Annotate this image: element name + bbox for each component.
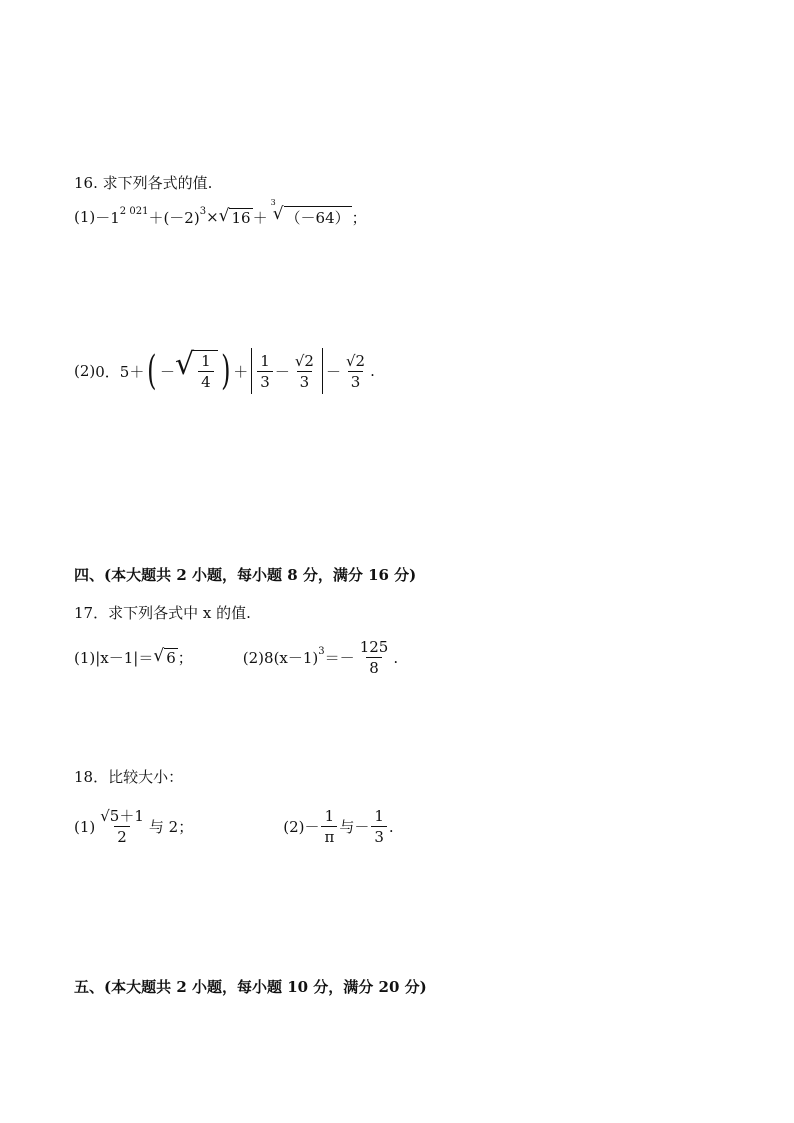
abs-bar-right: [322, 348, 323, 394]
abs-bar-left: [251, 348, 252, 394]
fraction: $\frac{√2}{3}$: [294, 351, 314, 391]
cube-root: 3 √ （－64）: [270, 198, 350, 227]
expr-text: ＋(－2): [148, 208, 200, 227]
fraction: $\frac{√2}{3}$: [345, 351, 366, 391]
part-label: (2): [74, 362, 96, 380]
q16-part1: [74, 198, 367, 228]
exponent: 2 021: [119, 205, 149, 217]
expr-text: －: [304, 818, 320, 836]
expr-text: ＋: [252, 208, 268, 227]
expr-text: ＝－: [324, 649, 355, 667]
square-root: √ 6: [153, 646, 176, 667]
expr-text: －: [274, 362, 290, 381]
square-root: √ 16: [218, 205, 251, 227]
expr-text: |x－1|＝: [95, 649, 154, 667]
expr-text: ×: [206, 208, 219, 226]
part-label: (1): [74, 208, 96, 226]
q16-part2: [74, 348, 375, 394]
expr-text: 8(x－1): [264, 649, 319, 667]
right-paren: ): [220, 348, 231, 394]
q18-parts: [74, 806, 394, 847]
exponent: 3: [318, 646, 325, 657]
part-label: (2): [283, 817, 305, 836]
part-label: (2): [242, 648, 265, 667]
fraction: $\frac{√5+1}{2}$: [100, 807, 144, 846]
expr-text: 0．5＋: [95, 362, 145, 381]
q17-parts: [74, 637, 398, 678]
fraction: $\frac{1}{4}$: [198, 351, 214, 392]
left-paren: (: [147, 348, 157, 394]
expr-text: .: [393, 648, 399, 667]
expr-text: －: [159, 362, 175, 381]
expr-text: －1: [95, 208, 120, 227]
expr-text: 与－: [339, 818, 370, 836]
q18-title: 18．比较大小：: [74, 768, 184, 786]
q16-title: 16. 求下列各式的值.: [74, 174, 213, 192]
expr-text: .: [388, 817, 394, 836]
exponent: 3: [199, 205, 207, 217]
part-label: (1): [74, 648, 96, 667]
expr-text: 与 2；: [148, 818, 194, 836]
fraction: $\frac{1}{3}$: [371, 806, 387, 847]
square-root: √ $\frac{1}{4}$: [175, 350, 218, 392]
fraction: $\frac{1}{\pi}$: [321, 806, 337, 847]
expr-text: －: [325, 362, 341, 381]
expr-text: ；: [351, 208, 367, 227]
fraction: $\frac{1}{3}$: [257, 351, 273, 392]
q17-title: 17．求下列各式中 x 的值.: [74, 604, 251, 622]
expr-text: ＋: [233, 362, 249, 381]
section4-heading: 四、(本大题共 2 小题，每小题 8 分，满分 16 分): [74, 566, 417, 584]
expr-text: ；: [177, 649, 193, 667]
fraction: $\frac{125}{8}$: [359, 638, 389, 677]
expr-text: .: [370, 362, 375, 380]
part-label: (1): [74, 817, 96, 836]
section5-heading: 五、(本大题共 2 小题，每小题 10 分，满分 20 分): [74, 978, 427, 996]
